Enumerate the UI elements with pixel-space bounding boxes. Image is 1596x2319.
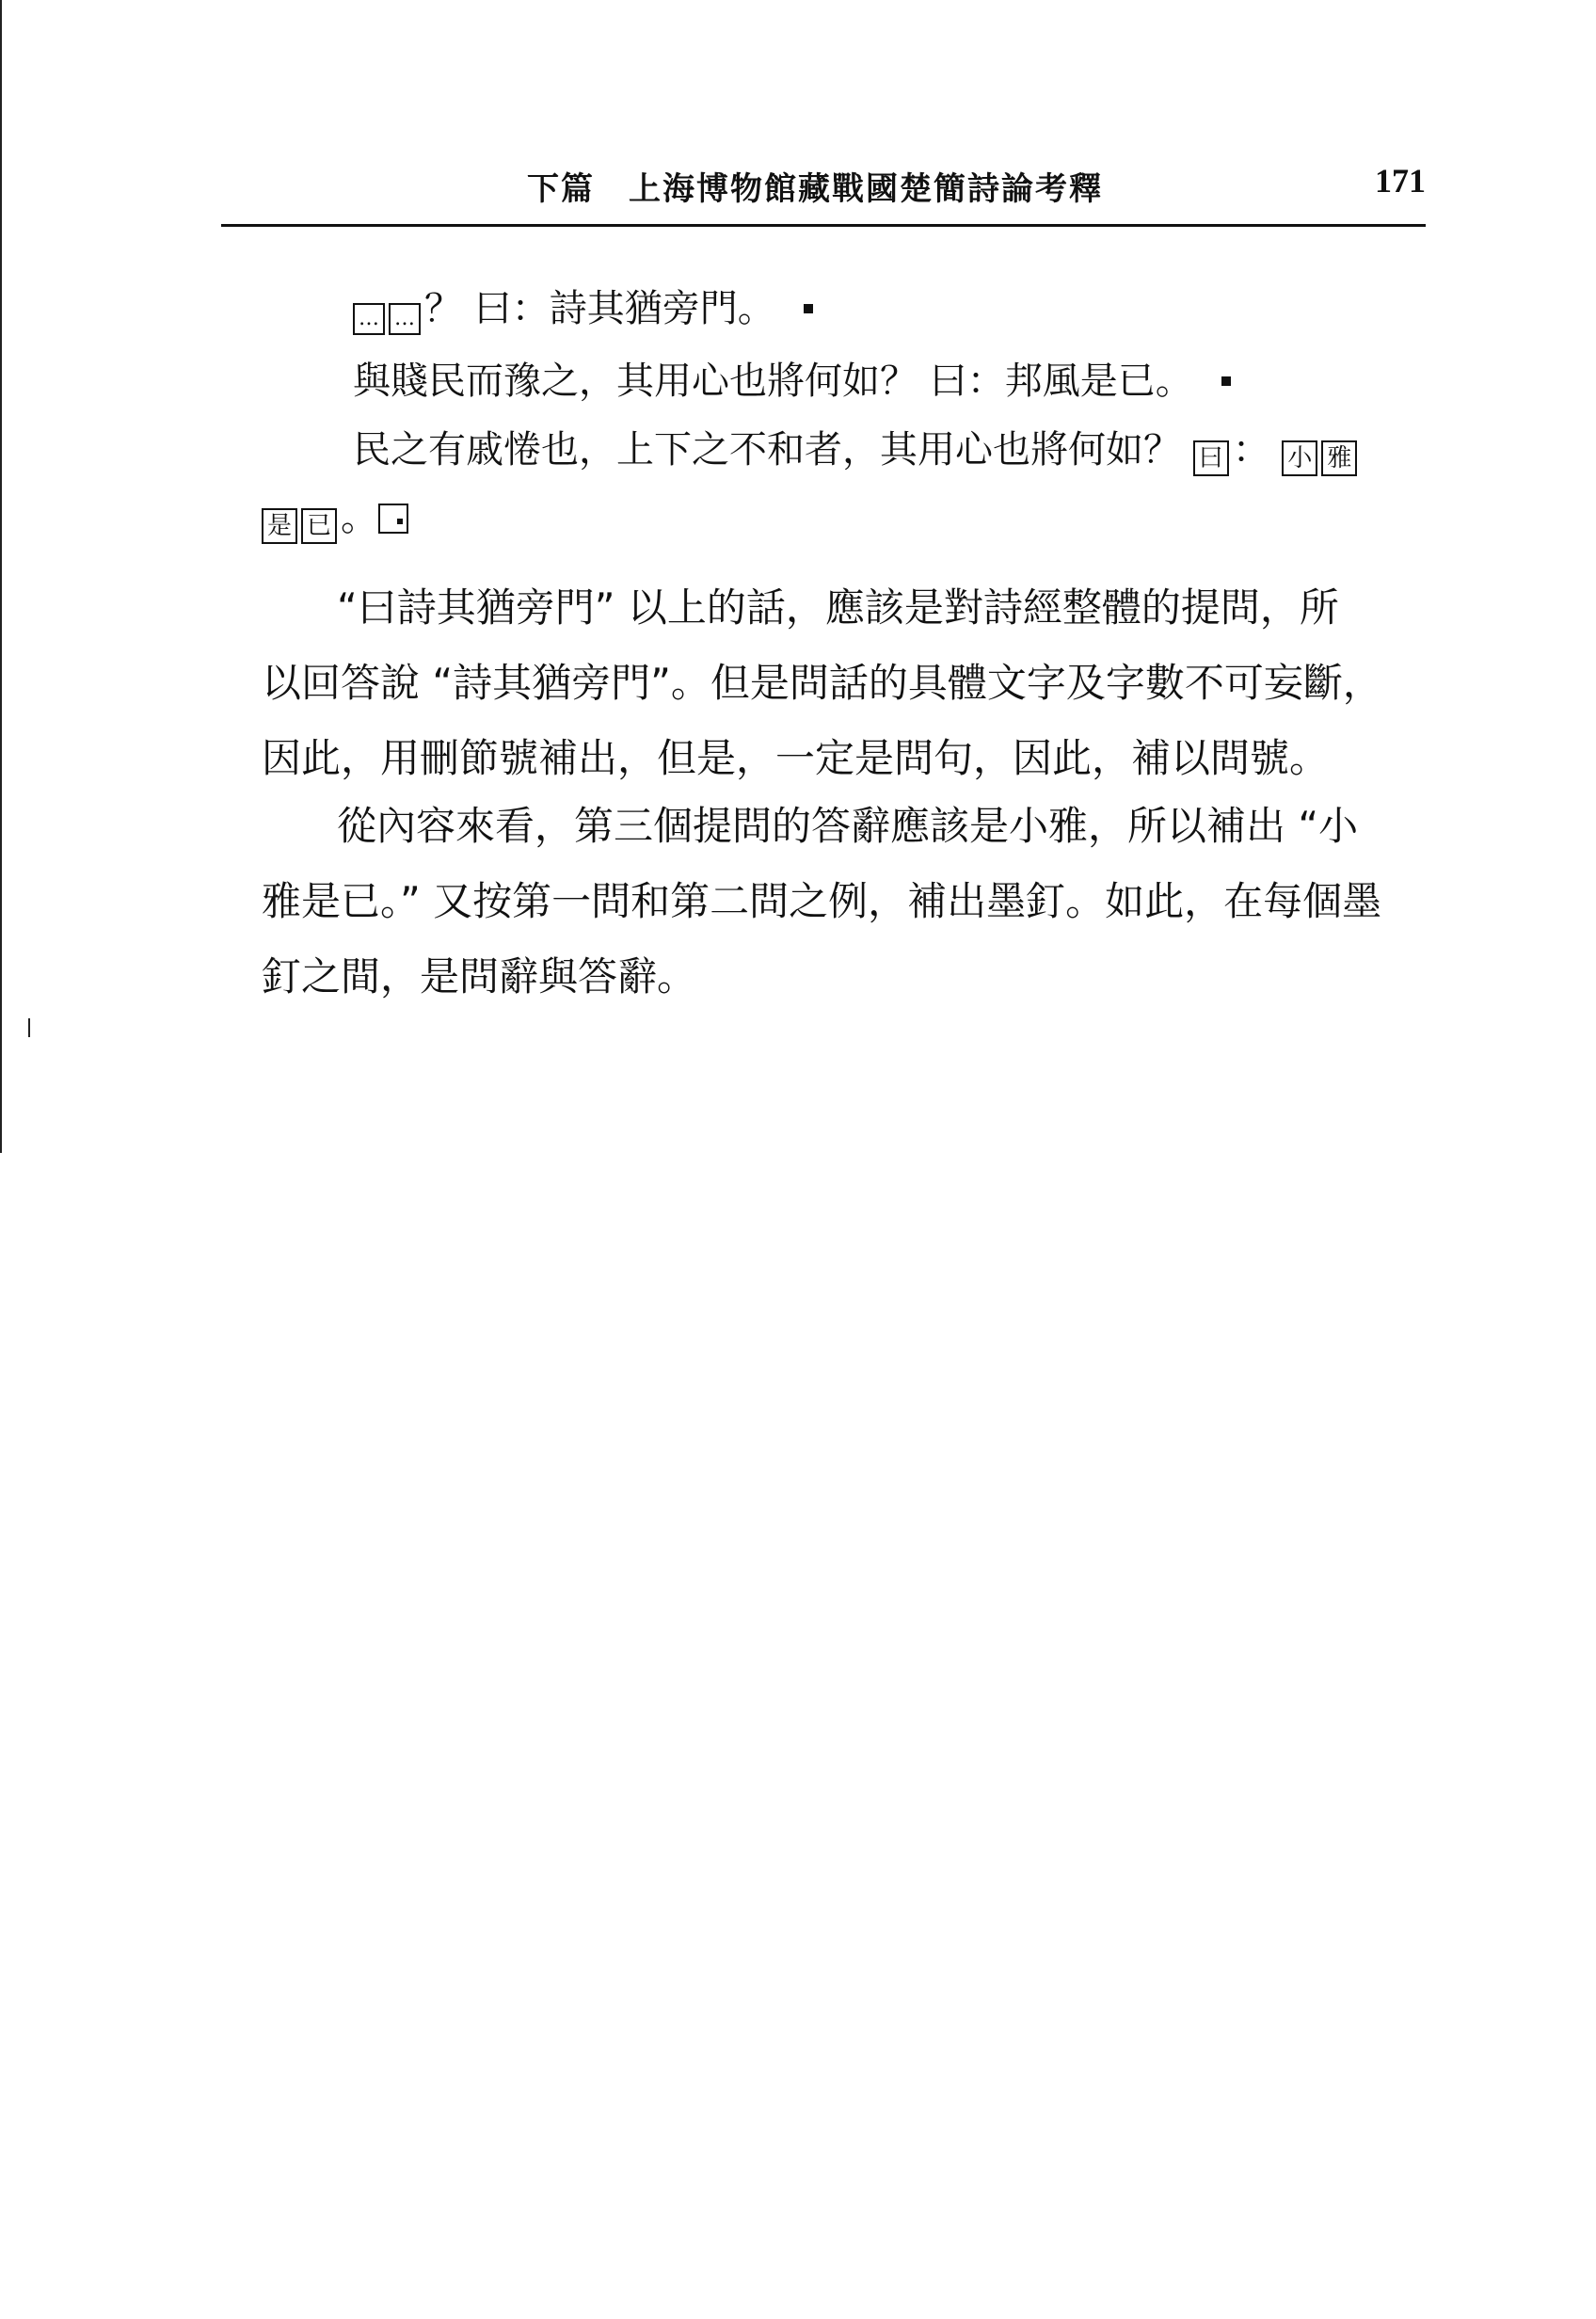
paragraph-line: 因此，用刪節號補出，但是，一定是問句，因此，補以問號。 — [262, 735, 1330, 781]
colon: ： — [1232, 428, 1270, 472]
paragraph-line: 雅是已。” 又按第一問和第二問之例，補出墨釘。如此，在每個墨 — [262, 878, 1382, 924]
paragraph-line: 以回答說 “詩其猶旁門”。但是問話的具體文字及字數不可妄斷， — [262, 660, 1382, 706]
quoted-line-3-text: 民之有戚惓也，上下之不和者，其用心也將何如？ — [353, 428, 1181, 472]
supplied-char-box: 小 — [1282, 440, 1317, 476]
quoted-line-3-continued — [262, 496, 412, 544]
ink-mark-icon — [804, 304, 813, 313]
quoted-line-2 — [353, 360, 1231, 403]
commentary-paragraph-1 — [262, 570, 1414, 796]
running-header — [221, 155, 1426, 212]
lacuna-box: … — [389, 303, 421, 335]
paragraph-line: 從內容來看，第三個提問的答辭應該是小雅，所以補出 “小 — [337, 803, 1359, 849]
page-number: 171 — [1375, 162, 1426, 200]
quoted-line-3 — [353, 428, 1361, 476]
supplied-ink-mark-box — [378, 504, 408, 534]
lacuna-box: … — [353, 303, 385, 335]
ink-mark-icon — [1221, 376, 1231, 386]
supplied-char-box: 已 — [301, 508, 337, 544]
running-header-title: 下篇 上海博物館藏戰國楚簡詩論考釋 — [527, 170, 1103, 208]
period: 。 — [341, 496, 378, 539]
supplied-char-box: 雅 — [1321, 440, 1357, 476]
paragraph-line: “曰詩其猶旁門” 以上的話，應該是對詩經整體的提問，所 — [337, 584, 1339, 631]
supplied-char-box: 是 — [262, 508, 297, 544]
paragraph-line: 釘之間，是問辭與答辭。 — [262, 953, 697, 1000]
left-page-edge-rule — [0, 0, 2, 1153]
commentary-paragraph-2 — [262, 789, 1414, 1015]
header-rule — [221, 224, 1426, 227]
quoted-line-2-text: 與賤民而豫之，其用心也將何如？ 曰：邦風是已。 — [353, 360, 1193, 403]
quoted-line-1-text: ？ 曰：詩其猶旁門。 — [424, 287, 775, 330]
quoted-line-1 — [353, 287, 813, 335]
scan-artifact-mark — [28, 1018, 30, 1037]
supplied-char-box: 曰 — [1193, 440, 1229, 476]
